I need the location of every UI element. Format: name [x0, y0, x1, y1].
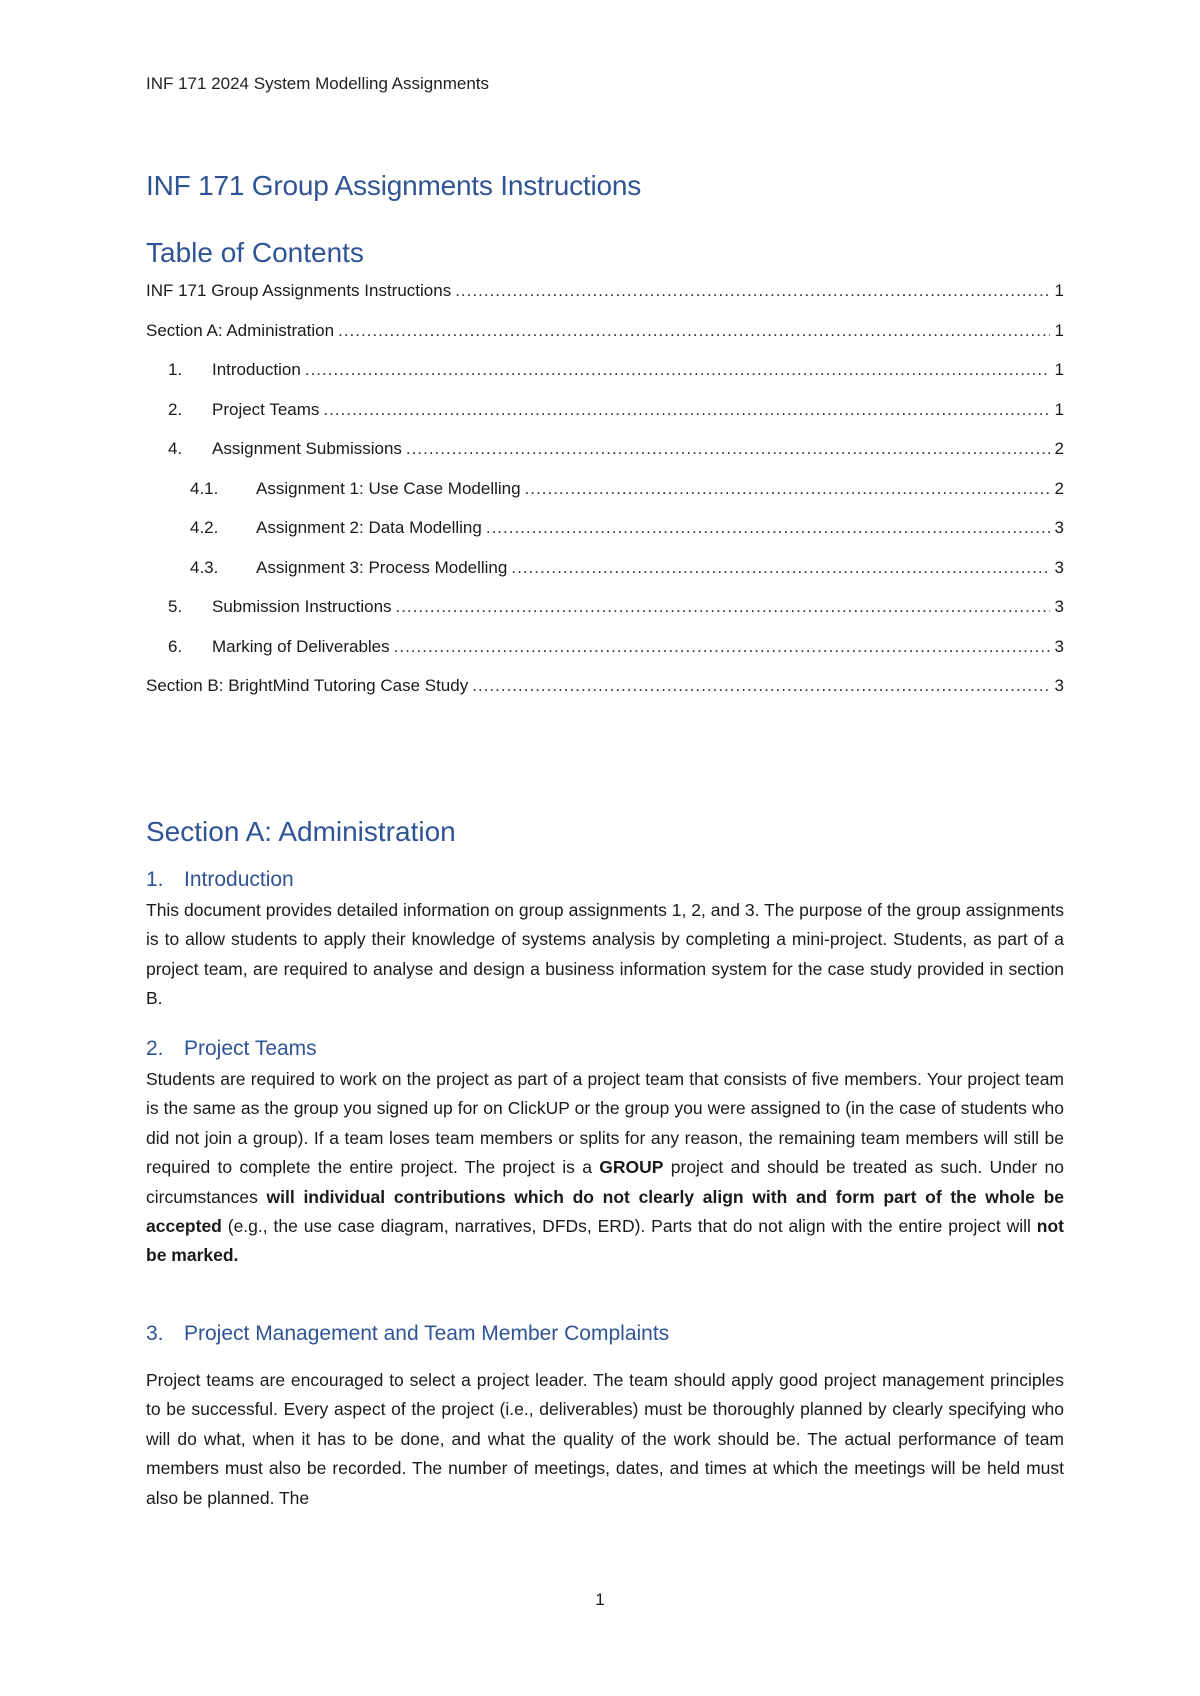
toc-entry-number: 4.: [168, 439, 183, 458]
project-teams-text-2: project and should be treated as such. Under no circumstances: [146, 1157, 1065, 1207]
toc-entry-label: INF 171 Group Assignments Instructions: [146, 281, 452, 300]
toc-entry-page: 2: [1054, 478, 1064, 498]
project-teams-text-3: (e.g., the use case diagram, narratives, DFDs, ERD). Parts that do not align with the entire project will: [221, 1216, 1037, 1237]
toc-entry-number: 4.1.: [190, 478, 219, 498]
project-teams-number: 2.: [146, 1037, 164, 1060]
toc-entry-page: 3: [1054, 518, 1064, 537]
toc-entry-page: 3: [1054, 636, 1064, 656]
toc-dot-leader: [406, 439, 1050, 459]
toc-dot-leader: [511, 558, 1050, 578]
introduction-heading: [146, 868, 294, 892]
toc-entry-label: Assignment 1: Use Case Modelling: [256, 478, 521, 498]
toc-entry-label: Marking of Deliverables: [212, 636, 390, 656]
toc-entry[interactable]: [146, 676, 1064, 716]
page-header: INF 171 2024 System Modelling Assignments: [146, 74, 490, 93]
toc-entry-page: 3: [1054, 597, 1064, 616]
toc-dot-leader: [472, 676, 1050, 696]
toc-entry-label: Assignment 2: Data Modelling: [256, 518, 482, 537]
toc-entry[interactable]: [146, 558, 1064, 598]
project-management-heading: [146, 1322, 669, 1346]
toc-entry[interactable]: [146, 637, 1064, 677]
project-teams-bold-3: not be marked.: [146, 1216, 1064, 1266]
toc-dot-leader: [338, 321, 1050, 341]
project-teams-heading-text: Project Teams: [184, 1037, 317, 1060]
toc-title: Table of Contents: [146, 237, 364, 268]
toc-entry-label: Introduction: [212, 360, 301, 379]
toc-entry-page: 3: [1054, 676, 1064, 695]
toc-entry[interactable]: [146, 321, 1064, 361]
introduction-number: 1.: [146, 868, 164, 891]
toc-entry-number: 4.2.: [190, 518, 219, 537]
toc-entry[interactable]: [146, 360, 1064, 400]
toc-entry-page: 1: [1054, 281, 1064, 300]
toc-dot-leader: [486, 518, 1050, 538]
toc-entry-number: 5.: [168, 597, 183, 616]
toc-entry[interactable]: [146, 479, 1064, 519]
toc-dot-leader: [394, 637, 1050, 657]
toc-dot-leader: [305, 360, 1050, 380]
toc-dot-leader: [396, 597, 1050, 617]
toc-entry-label: Section B: BrightMind Tutoring Case Study: [146, 676, 469, 695]
project-teams-heading: [146, 1037, 317, 1061]
toc-entry[interactable]: [146, 400, 1064, 440]
toc-dot-leader: [455, 281, 1050, 301]
table-of-contents: [146, 281, 1064, 716]
toc-entry[interactable]: [146, 281, 1064, 321]
introduction-heading-text: Introduction: [184, 868, 294, 891]
toc-entry-number: 2.: [168, 399, 183, 419]
toc-entry-page: 1: [1054, 320, 1064, 340]
toc-entry-page: 2: [1054, 439, 1064, 458]
toc-entry[interactable]: [146, 439, 1064, 479]
project-management-heading-text: Project Management and Team Member Complaints: [184, 1322, 670, 1345]
project-teams-text-1: Students are required to work on the project as part of a project team that consists of five members. Your project team is the same as the group you signed up for on ClickUP or the group you were assigned to (in the case of students who did not join a group). If a team loses team members or splits for any reason, the remaining team members will still be required to complete the entire project. The project is a: [146, 1069, 1064, 1178]
toc-entry-page: 1: [1054, 399, 1064, 419]
project-teams-bold-2: will individual contributions which do not clearly align with and form part of the whole be accepted: [146, 1186, 1064, 1237]
toc-entry-label: Project Teams: [212, 399, 320, 419]
toc-dot-leader: [323, 400, 1050, 420]
document-title: INF 171 Group Assignments Instructions: [146, 170, 642, 201]
project-management-paragraph: Project teams are encouraged to select a project leader. The team should apply good project management principles to be successful. Every aspect of the project (i.e., deliverables) must be thoroughly planned by clearly specifying who will do what, when it has to be done, and what the quality of the work should be. The actual performance of team members must also be recorded. The number of meetings, dates, and times at which the meetings will be held must also be planned. The: [146, 1370, 1064, 1508]
project-teams-paragraph: [146, 1065, 1064, 1271]
toc-entry-number: 6.: [168, 636, 183, 656]
project-teams-bold-1: GROUP: [599, 1157, 664, 1178]
toc-entry-label: Section A: Administration: [146, 320, 335, 340]
introduction-paragraph: This document provides detailed information on group assignments 1, 2, and 3. The purpose of the group assignments is to allow students to apply their knowledge of systems analysis by completing a mini-project. Students, as part of a project team, are required to analyse and design a business information system for the case study provided in section B.: [146, 900, 1064, 1009]
project-management-number: 3.: [146, 1322, 164, 1345]
toc-entry-page: 1: [1054, 360, 1064, 379]
toc-entry[interactable]: [146, 597, 1064, 637]
page-number: 1: [595, 1590, 605, 1609]
toc-entry-label: Submission Instructions: [212, 597, 392, 616]
toc-entry-number: 4.3.: [190, 557, 219, 577]
toc-entry[interactable]: [146, 518, 1064, 558]
toc-dot-leader: [525, 479, 1050, 499]
toc-entry-number: 1.: [168, 360, 183, 379]
toc-entry-page: 3: [1054, 557, 1064, 577]
toc-entry-label: Assignment 3: Process Modelling: [256, 557, 508, 577]
toc-entry-label: Assignment Submissions: [212, 439, 402, 458]
section-a-title: Section A: Administration: [146, 816, 456, 847]
